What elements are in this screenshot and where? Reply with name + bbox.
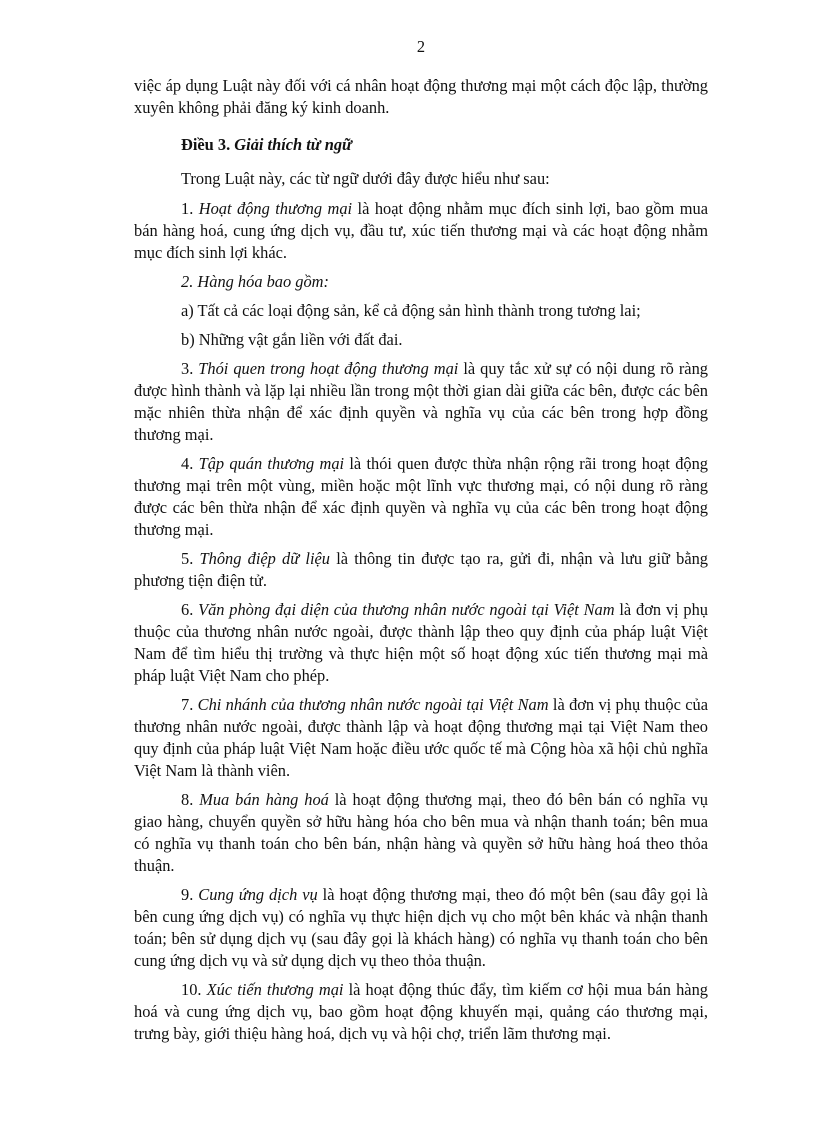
- item-text: là quy tắc xử sự có nội dung rõ ràng được hình thành và lặp lại nhiều lần trong một thời gian dài giữa các bên, được các bên mặc nhiên thừa nhận để xác định quyền và nghĩa vụ của các bên trong hợp đồng thương mại.: [134, 359, 708, 444]
- list-item: 6. Văn phòng đại diện của thương nhân nước ngoài tại Việt Nam là đơn vị phụ thuộc của thương nhân nước ngoài, được thành lập theo quy định của pháp luật Việt Nam để tìm hiểu thị trường và thực hiện một số hoạt động xúc tiến thương mại mà pháp luật Việt Nam cho phép.: [134, 600, 708, 685]
- item-term: Văn phòng đại diện của thương nhân nước ngoài tại Việt Nam: [198, 600, 615, 619]
- list-item: 4. Tập quán thương mại là thói quen được thừa nhận rộng rãi trong hoạt động thương mại trên một vùng, miền hoặc một lĩnh vực thương mại, có nội dung rõ ràng được các bên thừa nhận để xác định quyền và nghĩa vụ của các bên trong hoạt động thương mại.: [134, 454, 708, 539]
- article-title: Giải thích từ ngữ: [234, 135, 352, 154]
- list-item: a) Tất cả các loại động sản, kể cả động sản hình thành trong tương lai;: [181, 301, 641, 320]
- list-item: b) Những vật gắn liền với đất đai.: [181, 330, 403, 349]
- list-item: 9. Cung ứng dịch vụ là hoạt động thương mại, theo đó một bên (sau đây gọi là bên cung ứng dịch vụ) có nghĩa vụ thực hiện dịch vụ cho một bên khác và nhận thanh toán; bên sử dụng dịch vụ (sau đây gọi là khách hàng) có nghĩa vụ thanh toán cho bên cung ứng dịch vụ và sử dụng dịch vụ theo thỏa thuận.: [134, 885, 708, 970]
- item-text: Những vật gắn liền với đất đai.: [198, 330, 403, 349]
- item-text: là đơn vị phụ thuộc của thương nhân nước ngoài, được thành lập theo quy định của pháp luật Việt Nam để tìm hiểu thị trường và thực hiện một số hoạt động xúc tiến thương mại mà pháp luật Việt Nam cho phép.: [134, 600, 708, 685]
- list-item: 2. Hàng hóa bao gồm:: [181, 272, 329, 291]
- item-text: Tất cả các loại động sản, kể cả động sản hình thành trong tương lai;: [197, 301, 641, 320]
- page-number: 2: [416, 37, 426, 56]
- intro-paragraph: Trong Luật này, các từ ngữ dưới đây được hiểu như sau:: [181, 169, 550, 188]
- item-term: Hàng hóa bao gồm:: [197, 272, 329, 291]
- list-item: 5. Thông điệp dữ liệu là thông tin được tạo ra, gửi đi, nhận và lưu giữ bằng phương tiện điện tử.: [134, 549, 709, 590]
- item-text: là hoạt động thương mại, theo đó một bên (sau đây gọi là bên cung ứng dịch vụ) có nghĩa vụ thực hiện dịch vụ cho một bên khác và nhận thanh toán; bên sử dụng dịch vụ (sau đây gọi là khách hàng) có nghĩa vụ thanh toán cho bên cung ứng dịch vụ và sử dụng dịch vụ theo thỏa thuận.: [134, 885, 708, 970]
- item-term: Cung ứng dịch vụ: [198, 885, 318, 904]
- list-item: 10. Xúc tiến thương mại là hoạt động thúc đẩy, tìm kiếm cơ hội mua bán hàng hoá và cung ứng dịch vụ, bao gồm hoạt động khuyến mại, quảng cáo thương mại, trưng bày, giới thiệu hàng hoá, dịch vụ và hội chợ, triển lãm thương mại.: [134, 980, 708, 1043]
- article-heading: [134, 134, 708, 156]
- list-item: 7. Chi nhánh của thương nhân nước ngoài tại Việt Nam là đơn vị phụ thuộc của thương nhân nước ngoài, được thành lập và hoạt động thương mại tại Việt Nam theo quy định của pháp luật Việt Nam hoặc điều ước quốc tế mà Cộng hòa xã hội chủ nghĩa Việt Nam là thành viên.: [134, 695, 708, 780]
- definitions-list: [134, 198, 708, 1045]
- item-text: là hoạt động nhằm mục đích sinh lợi, bao gồm mua bán hàng hoá, cung ứng dịch vụ, đầu tư, xúc tiến thương mại và các hoạt động nhằm mục đích sinh lợi khác.: [134, 199, 708, 262]
- item-term: Thói quen trong hoạt động thương mại: [198, 359, 459, 378]
- lead-paragraph: việc áp dụng Luật này đối với cá nhân hoạt động thương mại một cách độc lập, thường xuyên không phải đăng ký kinh doanh.: [134, 76, 708, 117]
- item-term: Chi nhánh của thương nhân nước ngoài tại Việt Nam: [197, 695, 549, 714]
- item-text: là thói quen được thừa nhận rộng rãi trong hoạt động thương mại trên một vùng, miền hoặc một lĩnh vực thương mại, có nội dung rõ ràng được các bên thừa nhận để xác định quyền và nghĩa vụ của các bên trong hoạt động thương mại.: [134, 454, 708, 539]
- list-item: 1. Hoạt động thương mại là hoạt động nhằm mục đích sinh lợi, bao gồm mua bán hàng hoá, cung ứng dịch vụ, đầu tư, xúc tiến thương mại và các hoạt động nhằm mục đích sinh lợi khác.: [134, 199, 708, 262]
- list-item: 8. Mua bán hàng hoá là hoạt động thương mại, theo đó bên bán có nghĩa vụ giao hàng, chuyển quyền sở hữu hàng hóa cho bên mua và nhận thanh toán; bên mua có nghĩa vụ thanh toán cho bên bán, nhận hàng và quyền sở hữu hàng hoá theo thỏa thuận.: [134, 790, 708, 875]
- item-text: là đơn vị phụ thuộc của thương nhân nước ngoài, được thành lập và hoạt động thương mại tại Việt Nam theo quy định của pháp luật Việt Nam hoặc điều ước quốc tế mà Cộng hòa xã hội chủ nghĩa Việt Nam là thành viên.: [134, 695, 708, 780]
- article-prefix: Điều 3.: [181, 135, 231, 154]
- item-text: là thông tin được tạo ra, gửi đi, nhận và lưu giữ bằng phương tiện điện tử.: [134, 549, 709, 590]
- item-term: Mua bán hàng hoá: [199, 790, 329, 809]
- item-term: Hoạt động thương mại: [198, 199, 353, 218]
- item-term: Thông điệp dữ liệu: [199, 549, 330, 568]
- item-term: Tập quán thương mại: [198, 454, 345, 473]
- item-text: là hoạt động thúc đẩy, tìm kiếm cơ hội mua bán hàng hoá và cung ứng dịch vụ, bao gồm hoạt động khuyến mại, quảng cáo thương mại, trưng bày, giới thiệu hàng hoá, dịch vụ và hội chợ, triển lãm thương mại.: [134, 980, 708, 1043]
- item-text: là hoạt động thương mại, theo đó bên bán có nghĩa vụ giao hàng, chuyển quyền sở hữu hàng hóa cho bên mua và nhận thanh toán; bên mua có nghĩa vụ thanh toán cho bên bán, nhận hàng và quyền sở hữu hàng hoá theo thỏa thuận.: [134, 790, 708, 875]
- list-item: 3. Thói quen trong hoạt động thương mại là quy tắc xử sự có nội dung rõ ràng được hình thành và lặp lại nhiều lần trong một thời gian dài giữa các bên, được các bên mặc nhiên thừa nhận để xác định quyền và nghĩa vụ của các bên trong hợp đồng thương mại.: [134, 359, 708, 444]
- item-term: Xúc tiến thương mại: [206, 980, 344, 999]
